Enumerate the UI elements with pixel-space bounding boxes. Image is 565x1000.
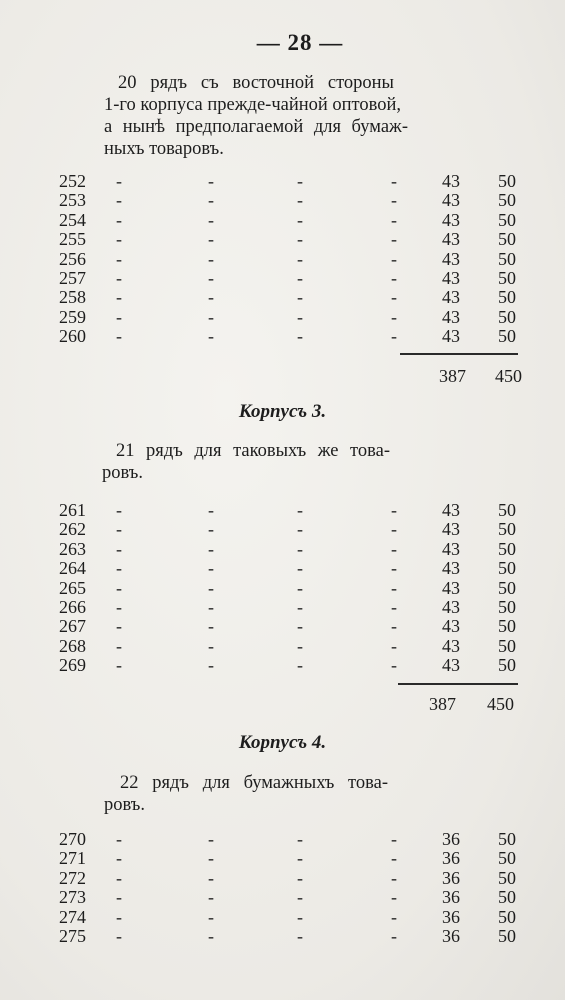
value-col2: 50 xyxy=(498,326,516,347)
table-row xyxy=(0,172,565,191)
dash: - xyxy=(208,829,214,849)
dash: - xyxy=(391,655,397,676)
table-row xyxy=(0,250,565,269)
dash: - xyxy=(297,848,303,869)
dash: - xyxy=(116,229,122,250)
dash: - xyxy=(208,867,214,888)
value-col1: 43 xyxy=(442,267,460,288)
intro-line: 22 рядъ для бумажныхъ това- xyxy=(120,773,388,793)
value-col2: 50 xyxy=(498,287,516,308)
table-row xyxy=(0,211,565,230)
dash: - xyxy=(116,209,122,230)
table-row xyxy=(0,869,565,888)
dash: - xyxy=(116,190,122,211)
dash: - xyxy=(391,829,397,849)
dash: - xyxy=(208,848,214,869)
dash: - xyxy=(208,616,214,637)
dash: - xyxy=(391,616,397,637)
dash: - xyxy=(116,500,122,520)
dash: - xyxy=(208,306,214,327)
page-number: — 28 — xyxy=(256,30,344,55)
value-col1: 43 xyxy=(442,616,460,637)
total-col2: 450 xyxy=(495,366,522,386)
dash: - xyxy=(116,519,122,540)
row-number: 262 xyxy=(59,519,86,540)
intro-line: ровъ. xyxy=(104,795,145,815)
row-number: 270 xyxy=(59,829,86,849)
value-col1: 36 xyxy=(442,848,460,869)
table-row xyxy=(0,540,565,559)
value-col2: 50 xyxy=(498,577,516,598)
dash: - xyxy=(208,655,214,676)
table-row xyxy=(0,230,565,249)
dash: - xyxy=(297,577,303,598)
value-col2: 50 xyxy=(498,248,516,269)
dash: - xyxy=(116,577,122,598)
value-col1: 43 xyxy=(442,287,460,308)
dash: - xyxy=(208,906,214,927)
dash: - xyxy=(297,306,303,327)
value-col2: 50 xyxy=(498,635,516,656)
section-3-heading: Корпусъ 4. xyxy=(238,732,327,753)
row-number: 265 xyxy=(59,577,86,598)
dash: - xyxy=(391,887,397,908)
dash: - xyxy=(116,887,122,908)
dash: - xyxy=(297,229,303,250)
section-3-rows xyxy=(0,830,565,946)
dash: - xyxy=(208,171,214,191)
dash: - xyxy=(391,577,397,598)
dash: - xyxy=(391,248,397,269)
table-row xyxy=(0,288,565,307)
dash: - xyxy=(116,171,122,191)
table-row xyxy=(0,637,565,656)
row-number: 272 xyxy=(59,867,86,888)
value-col2: 50 xyxy=(498,229,516,250)
value-col2: 50 xyxy=(498,887,516,908)
intro-line: 1-го корпуса прежде-чайной оптовой, xyxy=(104,95,402,115)
dash: - xyxy=(208,635,214,656)
row-number: 255 xyxy=(59,229,86,250)
value-col1: 43 xyxy=(442,655,460,676)
dash: - xyxy=(391,287,397,308)
intro-line: ныхъ товаровъ. xyxy=(104,139,224,159)
dash: - xyxy=(297,287,303,308)
section-2-rows xyxy=(0,501,565,676)
row-number: 260 xyxy=(59,326,86,347)
total-col2: 450 xyxy=(487,694,514,714)
dash: - xyxy=(391,867,397,888)
row-number: 273 xyxy=(59,887,86,908)
dash: - xyxy=(297,171,303,191)
dash: - xyxy=(116,306,122,327)
table-row xyxy=(0,617,565,636)
table-row xyxy=(0,501,565,520)
dash: - xyxy=(116,596,122,617)
value-col1: 36 xyxy=(442,925,460,946)
value-col2: 50 xyxy=(498,171,516,191)
row-number: 252 xyxy=(59,171,86,191)
dash: - xyxy=(297,500,303,520)
dash: - xyxy=(297,558,303,579)
dash: - xyxy=(208,326,214,347)
dash: - xyxy=(116,829,122,849)
total-col1: 387 xyxy=(439,366,466,386)
dash: - xyxy=(116,635,122,656)
value-col2: 50 xyxy=(498,867,516,888)
dash: - xyxy=(297,906,303,927)
table-row xyxy=(0,888,565,907)
row-number: 271 xyxy=(59,848,86,869)
row-number: 275 xyxy=(59,925,86,946)
dash: - xyxy=(116,848,122,869)
dash: - xyxy=(116,655,122,676)
row-number: 257 xyxy=(59,267,86,288)
value-col1: 43 xyxy=(442,326,460,347)
value-col2: 50 xyxy=(498,596,516,617)
row-number: 267 xyxy=(59,616,86,637)
value-col1: 43 xyxy=(442,558,460,579)
dash: - xyxy=(391,635,397,656)
section-2-intro xyxy=(102,440,390,484)
row-number: 274 xyxy=(59,906,86,927)
dash: - xyxy=(116,906,122,927)
value-col2: 50 xyxy=(498,558,516,579)
value-col2: 50 xyxy=(498,655,516,676)
dash: - xyxy=(208,267,214,288)
table-row xyxy=(0,579,565,598)
dash: - xyxy=(297,267,303,288)
dash: - xyxy=(208,209,214,230)
dash: - xyxy=(297,829,303,849)
section-1-intro xyxy=(104,72,408,160)
dash: - xyxy=(391,500,397,520)
table-row xyxy=(0,327,565,346)
dash: - xyxy=(297,635,303,656)
dash: - xyxy=(116,287,122,308)
dash: - xyxy=(116,267,122,288)
table-row xyxy=(0,598,565,617)
dash: - xyxy=(208,248,214,269)
intro-line: 21 рядъ для таковыхъ же това- xyxy=(116,441,390,461)
table-row xyxy=(0,559,565,578)
table-row xyxy=(0,830,565,849)
dash: - xyxy=(208,558,214,579)
dash: - xyxy=(208,577,214,598)
value-col1: 43 xyxy=(442,500,460,520)
value-col1: 43 xyxy=(442,538,460,559)
value-col1: 36 xyxy=(442,887,460,908)
dash: - xyxy=(297,596,303,617)
dash: - xyxy=(297,538,303,559)
row-number: 261 xyxy=(59,500,86,520)
dash: - xyxy=(391,596,397,617)
value-col2: 50 xyxy=(498,829,516,849)
dash: - xyxy=(297,655,303,676)
dash: - xyxy=(297,519,303,540)
value-col2: 50 xyxy=(498,500,516,520)
intro-line: ровъ. xyxy=(102,463,143,483)
value-col1: 43 xyxy=(442,519,460,540)
value-col1: 36 xyxy=(442,906,460,927)
dash: - xyxy=(391,925,397,946)
value-col2: 50 xyxy=(498,190,516,211)
sum-rule xyxy=(398,683,518,685)
row-number: 259 xyxy=(59,306,86,327)
dash: - xyxy=(208,287,214,308)
dash: - xyxy=(116,616,122,637)
sum-rule xyxy=(400,353,518,355)
dash: - xyxy=(208,519,214,540)
dash: - xyxy=(391,558,397,579)
section-3-intro xyxy=(104,772,388,816)
dash: - xyxy=(391,306,397,327)
dash: - xyxy=(208,500,214,520)
row-number: 269 xyxy=(59,655,86,676)
value-col1: 43 xyxy=(442,596,460,617)
intro-line: а нынѣ предполагаемой для бумаж- xyxy=(104,117,408,137)
value-col1: 43 xyxy=(442,248,460,269)
row-number: 254 xyxy=(59,209,86,230)
value-col1: 43 xyxy=(442,209,460,230)
value-col2: 50 xyxy=(498,616,516,637)
dash: - xyxy=(116,867,122,888)
row-number: 266 xyxy=(59,596,86,617)
section-1-rows xyxy=(0,172,565,347)
row-number: 258 xyxy=(59,287,86,308)
row-number: 268 xyxy=(59,635,86,656)
dash: - xyxy=(391,209,397,230)
value-col2: 50 xyxy=(498,538,516,559)
dash: - xyxy=(208,229,214,250)
table-row xyxy=(0,308,565,327)
value-col1: 43 xyxy=(442,171,460,191)
value-col2: 50 xyxy=(498,519,516,540)
row-number: 264 xyxy=(59,558,86,579)
value-col2: 50 xyxy=(498,925,516,946)
section-2-heading: Корпусъ 3. xyxy=(238,401,327,422)
value-col1: 36 xyxy=(442,867,460,888)
dash: - xyxy=(391,190,397,211)
dash: - xyxy=(116,538,122,559)
table-row xyxy=(0,927,565,946)
value-col2: 50 xyxy=(498,906,516,927)
row-number: 263 xyxy=(59,538,86,559)
dash: - xyxy=(297,867,303,888)
total-col1: 387 xyxy=(429,694,456,714)
table-row xyxy=(0,191,565,210)
dash: - xyxy=(391,906,397,927)
dash: - xyxy=(391,267,397,288)
dash: - xyxy=(116,558,122,579)
value-col2: 50 xyxy=(498,209,516,230)
dash: - xyxy=(116,326,122,347)
dash: - xyxy=(391,848,397,869)
dash: - xyxy=(208,925,214,946)
value-col1: 43 xyxy=(442,635,460,656)
dash: - xyxy=(297,248,303,269)
dash: - xyxy=(208,887,214,908)
value-col1: 43 xyxy=(442,190,460,211)
dash: - xyxy=(297,887,303,908)
value-col2: 50 xyxy=(498,267,516,288)
value-col1: 43 xyxy=(442,577,460,598)
table-row xyxy=(0,520,565,539)
value-col1: 36 xyxy=(442,829,460,849)
table-row xyxy=(0,269,565,288)
dash: - xyxy=(391,229,397,250)
table-row xyxy=(0,849,565,868)
dash: - xyxy=(208,190,214,211)
dash: - xyxy=(297,190,303,211)
intro-line: 20 рядъ съ восточной стороны xyxy=(118,73,394,93)
table-row xyxy=(0,656,565,675)
value-col2: 50 xyxy=(498,306,516,327)
dash: - xyxy=(297,925,303,946)
dash: - xyxy=(391,326,397,347)
dash: - xyxy=(297,616,303,637)
dash: - xyxy=(297,209,303,230)
dash: - xyxy=(116,925,122,946)
dash: - xyxy=(391,171,397,191)
dash: - xyxy=(116,248,122,269)
dash: - xyxy=(208,596,214,617)
value-col1: 43 xyxy=(442,306,460,327)
table-row xyxy=(0,908,565,927)
dash: - xyxy=(297,326,303,347)
dash: - xyxy=(391,538,397,559)
row-number: 253 xyxy=(59,190,86,211)
dash: - xyxy=(208,538,214,559)
row-number: 256 xyxy=(59,248,86,269)
value-col1: 43 xyxy=(442,229,460,250)
dash: - xyxy=(391,519,397,540)
value-col2: 50 xyxy=(498,848,516,869)
